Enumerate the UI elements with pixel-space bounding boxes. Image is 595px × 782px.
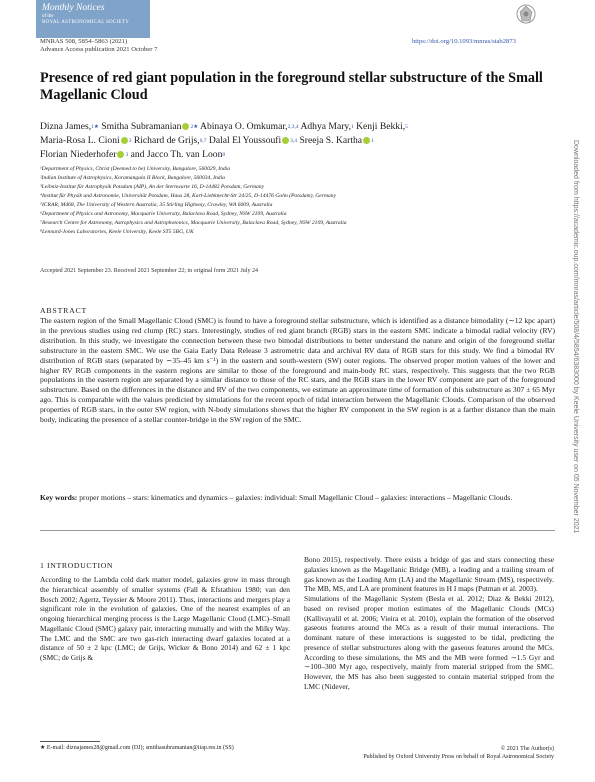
affiliation: ³Leibniz-Institut für Astrophysik Potsdam (AIP), An der Sternwarte 16, D-14482 Potsdam, Germany <box>40 184 265 190</box>
copyright: © 2021 The Author(s) Published by Oxford University Press on behalf of Royal Astronomical Society <box>363 746 554 760</box>
author-name[interactable]: Adhya Mary, <box>300 121 351 132</box>
download-notice[interactable]: Downloaded from https://academic.oup.com/mnras/article/508/4/5854/6383000 by Keele University user on 05 November 2021 <box>572 140 579 534</box>
abstract-text: The eastern region of the Small Magellanic Cloud (SMC) is found to have a foreground stellar substructure, which is identified as a distance bimodality (∼12 kpc apart) in the previous studies using red clump (RC) stars. Interestingly, studies of red giant branch (RGB) stars in the eastern SMC indicate a bimodal radial velocity (RV) distribution. In this study, we investigate the connection between these two bimodal distributions to better understand the nature and origin of the foreground stellar substructure in the eastern SMC. We use the Gaia Early Data Release 3 astrometric data and archival RV data of RGB stars for this study. We find a bimodal RV distribution of RGB stars (separated by ∼35–45 km s⁻¹) in the eastern and south-western (SW) outer regions. The observed proper motion values of the lower and higher RV RGB components in the eastern regions are similar to those of the foreground and main-body RC stars, respectively. This suggests that the two RGB populations in the eastern region are separated by a similar distance to those of the RC stars, and the RGB stars in the lower RV component are part of the foreground substructure. Based on the differences in the distance and RV of the two components, we estimate an approximate time of formation of this substructure as 307 ± 65 Myr ago. This is comparable with the values predicted by simulations for the recent epoch of tidal interaction between the Magellanic Clouds. Comparison of the observed properties of RGB stars, in the outer SW region, with N-body simulations shows that the higher RV component in the SW region is at a farther distance than the main body, indicating the presence of a stellar counter-bridge in the SW region of the SMC. <box>40 316 555 425</box>
author-name[interactable]: Abinaya O. Omkumar, <box>200 121 288 132</box>
society-crest-icon <box>514 2 538 28</box>
advance-access: Advance Access publication 2021 October 7 <box>40 46 158 53</box>
affiliation: ⁸Lennard-Jones Laboratories, Keele University, Keele ST5 5BG, UK <box>40 229 194 235</box>
citation: MNRAS 508, 5854–5863 (2021) <box>40 38 128 45</box>
orcid-icon[interactable] <box>182 123 189 130</box>
body-column-right: Bono 2015), respectively. There exists a bridge of gas and stars connecting these galaxies known as the Magellanic Bridge (MB), a leading and a trailing stream of gas known as the Leading Arm (LA) and the Magellanic Stream (MS), respectively. The MB, MS, and LA are prominent features in H I maps (Putman et al. 2003). Simulations of the Magellanic System (Besla et al. 2012; Diaz & Bekki 2012), based on revised proper motion estimates of the Magellanic Clouds (MCs) (Kallivayalil et al. 2006; Vieira et al. 2010), explain the formation of the observed gaseous features around the MCs as a result of their mutual interactions. The dominant nature of these interactions is suggested to be tidal, predicting the presence of stellar substructures along with the gaseous features around the MCs. According to these simulations, the MS and the MB were formed ∼1.5 Gyr and ∼100–300 Myr ago, respectively, mainly from material stripped from the SMC. However, the MS has also been suggested to contain material stripped from the LMC (Nidever, <box>304 555 554 691</box>
affiliation: ²Indian Institute of Astrophysics, Koramangala II Block, Bangalore, 560034, India <box>40 175 225 181</box>
author-name[interactable]: Maria-Rosa L. Cioni <box>40 135 120 146</box>
author-name[interactable]: Smitha Subramanian <box>101 121 182 132</box>
affiliation: ⁴Institut für Physik und Astronomie, Universität Potsdam, Haus 28, Karl-Liebknecht-Str 24/25, D-14476 Golm (Potsdam), Germany <box>40 193 337 199</box>
author-name[interactable]: Kenji Bekki, <box>356 121 406 132</box>
keywords-label: Key words: <box>40 493 78 502</box>
abstract-heading: ABSTRACT <box>40 306 88 315</box>
footnote-email[interactable]: ★ E-mail: diznajames28@gmail.com (DJ); smithasubramanian@iiap.res.in (SS) <box>40 745 234 751</box>
affiliation: ⁵ICRAR, M468, The University of Western Australia, 35 Stirling Highway, Crawley, WA 6009, Australia <box>40 202 273 208</box>
author-name[interactable]: Florian Niederhofer <box>40 149 117 160</box>
affiliation: ¹Department of Physics, Christ (Deemed to be) University, Bangalore, 560029, India <box>40 166 231 172</box>
doi-link[interactable]: https://doi.org/10.1093/mnras/stab2873 <box>412 38 516 45</box>
body-column-left: According to the Lambda cold dark matter model, galaxies grow in mass through the hierarchical assembly of smaller systems (Fall & Efstathiou 1980; van den Bosch 2002; Agertz, Teyssier & Moore 2011). Thus, interactions and mergers play a significant role in the evolution of galaxies. One of the nearest examples of an ongoing hierarchical merging process is the Large Magellanic Cloud (LMC)–Small Magellanic Cloud (SMC) galaxy pair, interacting mutually and with the Milky Way. The LMC and the SMC are two gas-rich interacting dwarf galaxies located at a distance of 50 ± 2 kpc (LMC; de Grijs, Wicker & Bono 2014) and 62 ± 1 kpc (SMC; de Grijs & <box>40 575 290 662</box>
download-sidebar <box>571 140 581 600</box>
banner-society: ROYAL ASTRONOMICAL SOCIETY <box>42 20 130 25</box>
journal-banner[interactable] <box>36 0 150 38</box>
orcid-icon[interactable] <box>121 137 128 144</box>
paper-title: Presence of red giant population in the foreground stellar substructure of the Small Magellanic Cloud <box>40 70 543 103</box>
author-name[interactable]: and Jacco Th. van Loon <box>130 149 223 160</box>
footnote-divider <box>40 741 100 742</box>
keywords <box>40 493 555 503</box>
banner-title: Monthly Notices <box>42 3 105 13</box>
section-divider <box>40 530 555 531</box>
author-name[interactable]: Sreeja S. Kartha <box>299 135 363 146</box>
orcid-icon[interactable] <box>117 151 124 158</box>
author-line-3: Florian Niederhofer $^3$ and Jacco Th. van Loon$^8$ <box>40 149 226 160</box>
orcid-icon[interactable] <box>282 137 289 144</box>
keywords-text: proper motions – stars: kinematics and dynamics – galaxies: individual: Small Magellanic Cloud – galaxies: interactions – Magellanic Clouds. <box>79 493 513 502</box>
orcid-icon[interactable] <box>363 137 370 144</box>
author-name[interactable]: Richard de Grijs, <box>133 135 200 146</box>
author-name[interactable]: Dalal El Youssoufi <box>208 135 282 146</box>
section-heading: 1 INTRODUCTION <box>40 561 114 570</box>
author-name[interactable]: Dizna James, <box>40 121 92 132</box>
affiliation: ⁶Department of Physics and Astronomy, Macquarie University, Balaclava Road, Sydney, NSW 2109, Australia <box>40 211 287 217</box>
author-line-2: Maria-Rosa L. Cioni $^3$ Richard de Grijs,$^{6,7}$ Dalal El Youssoufi $^{3,4}$ Sreeja S. Kartha $^1$ <box>40 135 374 146</box>
received-accepted-dates: Accepted 2021 September 23. Received 2021 September 22; in original form 2021 July 24 <box>40 268 258 274</box>
affiliation: ⁷Research Centre for Astronomy, Astrophysics and Astrophotonics, Macquarie University, Balaclava Road, Sydney, NSW 2109, Australia <box>40 220 347 226</box>
author-line-1: Dizna James,$^{1★}$ Smitha Subramanian $^{2★}$ Abinaya O. Omkumar,$^{2,3,4}$ Adhya Mary,$^1$ Kenji Bekki,$^5$ <box>40 121 408 132</box>
banner-of: of the <box>42 14 54 19</box>
